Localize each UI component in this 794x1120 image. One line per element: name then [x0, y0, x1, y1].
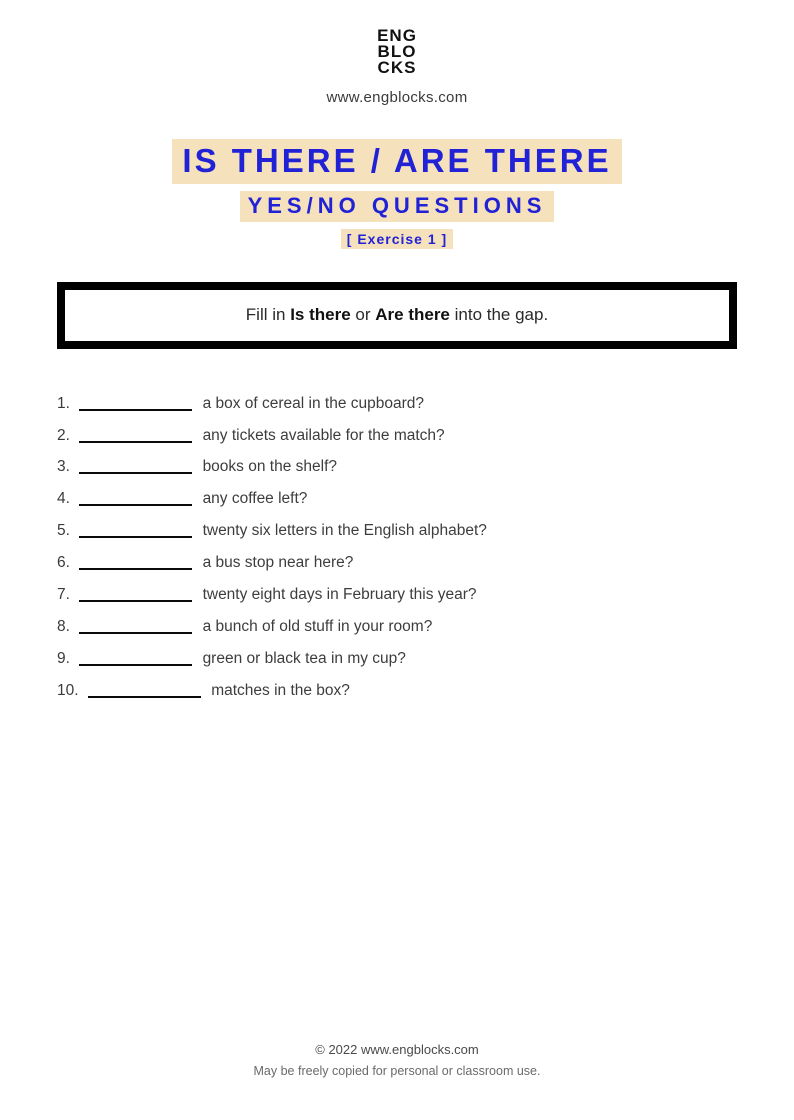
exercise-row	[57, 458, 737, 477]
item-number: 2.	[57, 426, 70, 444]
answer-gap-line	[79, 621, 192, 634]
subtitle-row	[0, 184, 794, 222]
item-number: 5.	[57, 522, 70, 540]
item-text: twenty six letters in the English alphabet?	[202, 522, 487, 540]
instruction-option-1: Is there	[290, 304, 351, 324]
exercise-row	[57, 650, 737, 669]
answer-gap-line	[79, 398, 192, 411]
exercise-list	[57, 395, 737, 701]
item-number: 1.	[57, 394, 70, 412]
logo-line: BLO	[377, 41, 417, 61]
answer-gap-line	[79, 525, 192, 538]
answer-gap-line	[79, 493, 192, 506]
item-number: 9.	[57, 649, 70, 667]
item-text: a bus stop near here?	[202, 554, 354, 572]
exercise-row	[57, 427, 737, 446]
instruction-suffix: into the gap.	[449, 304, 549, 324]
answer-gap-line	[79, 557, 192, 570]
title-row	[0, 139, 794, 184]
exercise-row	[57, 395, 737, 414]
item-text: any coffee left?	[202, 490, 308, 508]
item-number: 3.	[57, 458, 70, 476]
answer-gap-line	[88, 685, 201, 698]
exercise-row	[57, 682, 737, 701]
instruction-middle: or	[350, 304, 376, 324]
title-block	[0, 139, 794, 249]
instruction-box	[57, 282, 737, 349]
item-text: books on the shelf?	[202, 458, 337, 476]
license-text: May be freely copied for personal or classroom use.	[253, 1064, 541, 1078]
engblocks-logo	[377, 28, 417, 75]
answer-gap-line	[79, 461, 192, 474]
answer-gap-line	[79, 589, 192, 602]
website-url: www.engblocks.com	[326, 88, 468, 106]
item-number: 4.	[57, 490, 70, 508]
page-footer	[0, 1042, 794, 1078]
answer-gap-line	[79, 430, 192, 443]
page-subtitle: YES/NO QUESTIONS	[240, 191, 555, 222]
item-number: 7.	[57, 586, 70, 604]
instruction-option-2: Are there	[375, 304, 450, 324]
item-text: green or black tea in my cup?	[202, 649, 406, 667]
item-text: a box of cereal in the cupboard?	[202, 394, 425, 412]
instruction-prefix: Fill in	[245, 304, 291, 324]
exercise-row	[57, 554, 737, 573]
logo-line: CKS	[377, 57, 417, 77]
item-number: 8.	[57, 617, 70, 635]
item-text: a bunch of old stuff in your room?	[202, 617, 433, 635]
exercise-row	[57, 618, 737, 637]
item-text: any tickets available for the match?	[202, 426, 445, 444]
logo-line: ENG	[377, 26, 417, 45]
exercise-label-row	[0, 222, 794, 249]
exercise-row	[57, 586, 737, 605]
copyright-text: © 2022 www.engblocks.com	[315, 1042, 479, 1057]
exercise-row	[57, 490, 737, 509]
exercise-row	[57, 522, 737, 541]
item-text: twenty eight days in February this year?	[202, 586, 477, 604]
answer-gap-line	[79, 653, 192, 666]
exercise-label: [ Exercise 1 ]	[341, 229, 453, 249]
item-text: matches in the box?	[211, 681, 350, 699]
item-number: 6.	[57, 554, 70, 572]
page-header	[0, 0, 794, 106]
item-number: 10.	[57, 681, 79, 699]
page-title: IS THERE / ARE THERE	[172, 139, 621, 184]
